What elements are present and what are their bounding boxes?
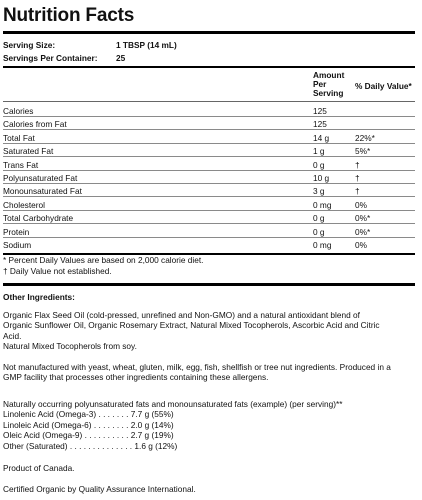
- amount-header-line2: Per: [313, 79, 327, 90]
- page-title: Nutrition Facts: [3, 5, 135, 26]
- fatty-acid-item: Linoleic Acid (Omega-6) . . . . . . . . 2.0 g (14%): [3, 419, 174, 430]
- serving-size-label: Serving Size:: [3, 40, 56, 50]
- ingredients-line: Acid.: [3, 330, 22, 341]
- nutrient-row: [3, 172, 415, 184]
- nutrient-daily-value: †: [355, 173, 360, 183]
- nutrient-name: Cholesterol: [3, 199, 45, 210]
- amount-header-line1: Amount: [313, 70, 345, 80]
- nutrient-daily-value: 0%*: [355, 213, 371, 224]
- nutrient-name: Saturated Fat: [3, 146, 54, 157]
- nutrient-daily-value: 0%: [355, 199, 367, 210]
- nutrient-amount: 10 g: [313, 173, 330, 183]
- row-divider: [3, 156, 415, 157]
- nutrient-row: [3, 145, 415, 157]
- nutrient-row: [3, 159, 415, 171]
- amount-per-serving-header: [313, 71, 344, 99]
- nutrient-name: Calories: [3, 106, 34, 116]
- row-divider: [3, 210, 415, 211]
- row-divider: [3, 116, 415, 117]
- ingredients-line: Organic Sunflower Oil, Organic Rosemary Extract, Natural Mixed Tocopherols, Ascorbic Acid and Citric: [3, 320, 380, 331]
- nutrient-amount: 125: [313, 119, 327, 130]
- nutrient-amount: 0 mg: [313, 240, 332, 250]
- nutrient-daily-value: †: [355, 186, 360, 197]
- nutrient-name: Total Fat: [3, 132, 35, 143]
- nutrient-row: [3, 118, 415, 130]
- nutrient-row: [3, 185, 415, 197]
- nutrient-amount: 125: [313, 106, 327, 116]
- row-divider: [3, 170, 415, 171]
- nutrient-name: Polyunsaturated Fat: [3, 173, 78, 183]
- amount-header-line3: Serving: [313, 88, 344, 99]
- fatty-acid-heading: Naturally occurring polyunsaturated fats and monounsaturated fats (example) (per serving)**: [3, 399, 343, 409]
- allergen-line: Not manufactured with yeast, wheat, gluten, milk, egg, fish, shellfish or tree nut ingredients. Produced in a: [3, 362, 391, 372]
- percent-daily-note: * Percent Daily Values are based on 2,000 calorie diet.: [3, 255, 204, 265]
- nutrient-row: [3, 212, 415, 224]
- ingredients-line: Natural Mixed Tocopherols from soy.: [3, 341, 137, 352]
- fatty-acid-item: Oleic Acid (Omega-9) . . . . . . . . . . 2.7 g (19%): [3, 430, 174, 441]
- ingredients-line: Organic Flax Seed Oil (cold-pressed, unrefined and Non-GMO) and a natural antioxidant blend of: [3, 310, 360, 320]
- other-ingredients-heading: Other Ingredients:: [3, 292, 75, 302]
- row-divider: [3, 183, 415, 184]
- header-divider: [3, 101, 415, 102]
- nutrient-daily-value: 0%*: [355, 226, 371, 237]
- ingredients-text: [3, 310, 415, 352]
- serving-divider: [3, 66, 415, 68]
- nutrient-daily-value: 22%*: [355, 132, 375, 143]
- ingredients-divider: [3, 283, 415, 286]
- nutrient-name: Protein: [3, 226, 30, 237]
- nutrient-name: Monounsaturated Fat: [3, 186, 82, 197]
- product-origin: Product of Canada.: [3, 463, 75, 473]
- nutrient-amount: 14 g: [313, 132, 330, 143]
- nutrient-amount: 0 g: [313, 213, 325, 224]
- nutrient-name: Trans Fat: [3, 159, 39, 170]
- dagger-note: † Daily Value not established.: [3, 266, 112, 276]
- allergen-statement: [3, 362, 415, 383]
- nutrient-row: [3, 199, 415, 211]
- nutrient-daily-value: 0%: [355, 240, 367, 250]
- nutrient-name: Sodium: [3, 240, 32, 250]
- nutrient-row: [3, 226, 415, 238]
- nutrient-name: Calories from Fat: [3, 119, 67, 130]
- daily-value-header: % Daily Value*: [355, 81, 412, 91]
- row-divider: [3, 196, 415, 197]
- organic-certification: Certified Organic by Quality Assurance International.: [3, 484, 196, 494]
- nutrient-row: [3, 239, 415, 251]
- allergen-line: GMP facility that processes other ingredients containing these allergens.: [3, 372, 269, 383]
- row-divider: [3, 223, 415, 224]
- top-divider: [3, 31, 415, 34]
- nutrient-row: [3, 132, 415, 144]
- nutrient-amount: 0 g: [313, 159, 325, 170]
- nutrient-amount: 0 g: [313, 226, 325, 237]
- fatty-acid-item: Other (Saturated) . . . . . . . . . . . . . . 1.6 g (12%): [3, 440, 178, 451]
- servings-per-container-label: Servings Per Container:: [3, 53, 98, 63]
- fatty-acid-item: Linolenic Acid (Omega-3) . . . . . . . 7.7 g (55%): [3, 409, 174, 420]
- nutrient-amount: 0 mg: [313, 199, 332, 210]
- row-divider: [3, 143, 415, 144]
- row-divider: [3, 129, 415, 130]
- nutrient-row: [3, 105, 415, 117]
- serving-size-value: 1 TBSP (14 mL): [116, 40, 177, 50]
- nutrient-daily-value: 5%*: [355, 146, 371, 157]
- nutrient-daily-value: †: [355, 159, 360, 170]
- servings-per-container-value: 25: [116, 53, 126, 63]
- nutrient-amount: 1 g: [313, 146, 325, 157]
- nutrient-amount: 3 g: [313, 186, 325, 197]
- fatty-acid-profile: [3, 399, 415, 451]
- row-divider: [3, 237, 415, 238]
- nutrient-name: Total Carbohydrate: [3, 213, 74, 224]
